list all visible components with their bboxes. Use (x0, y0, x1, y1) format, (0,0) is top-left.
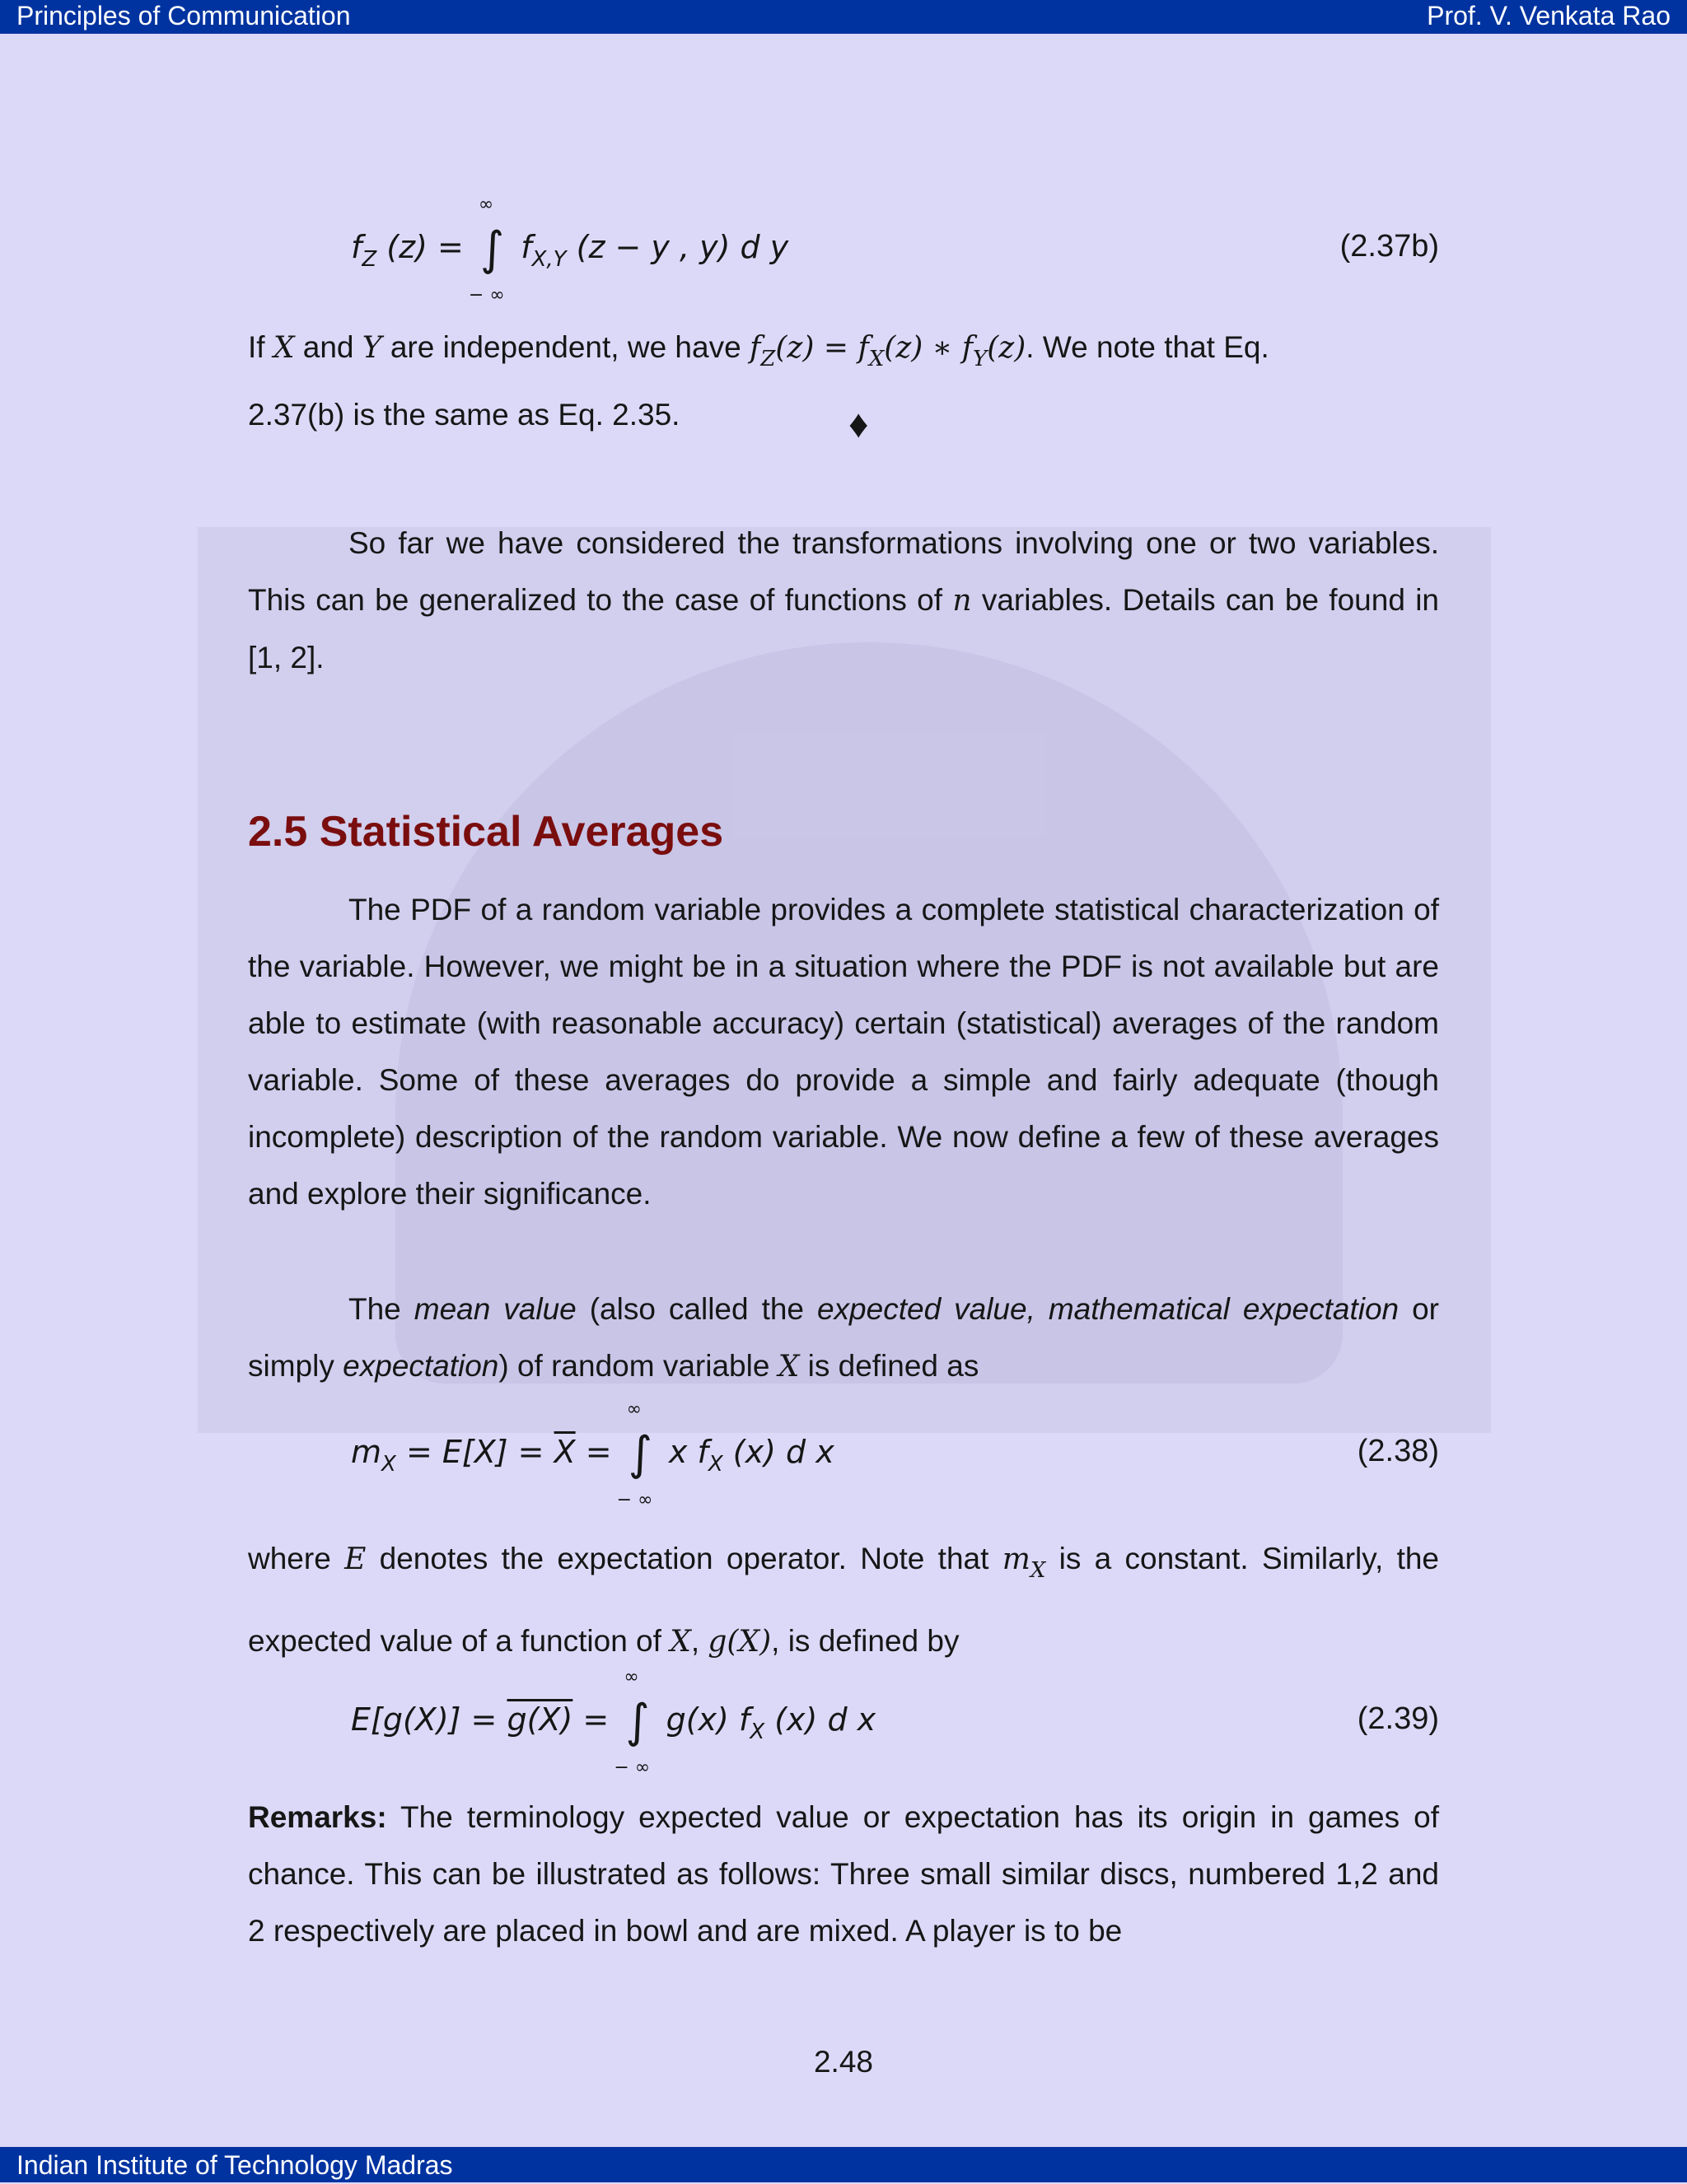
footer-bar (0, 2147, 1687, 2182)
remarks-label: Remarks: (248, 1800, 387, 1834)
integral-sign: ∫ ∞ − ∞ (614, 1667, 651, 1778)
paragraph-remarks: Remarks: The terminology expected value or expectation has its origin in games of chance. This can be illustrated as follows: Three small similar discs, numbered 1,2 and 2 respectively are placed in bowl and are mixed. A player is to be (248, 1800, 1439, 1948)
header-title: Principles of Communication (16, 1, 351, 30)
integral-sign: ∫ ∞ − ∞ (616, 1399, 653, 1510)
end-of-example-icon: ♦ (848, 403, 869, 446)
equation-2-38: $m_X = E[X] = \overline{X}$ = ∫ ∞ − ∞ x $f_X$ (x) d x (351, 1399, 834, 1510)
equation-number: (2.39) (1357, 1701, 1439, 1736)
header-author: Prof. V. Venkata Rao (1427, 1, 1671, 30)
header-bar (0, 0, 1687, 34)
equation-2-37b: $f_Z$ (z) = ∫ ∞ − ∞ $f_{X,Y}$ (z − y , y) d y (351, 194, 789, 306)
equation-2-39: E[g(X)] = g(X) = ∫ ∞ − ∞ g(x) $f_X$ (x) d x (351, 1667, 876, 1778)
equation-number: (2.37b) (1339, 229, 1439, 264)
section-heading: 2.5 Statistical Averages (248, 808, 724, 856)
paragraph-pdf: The PDF of a random variable provides a complete statistical characterization of the variable. However, we might be in a situation where the PDF is not available but are able to estimate (with reasonable accuracy) certain (statistical) averages of the random variable. Some of these averages do provide a simple and fairly adequate (though incomplete) description of the random variable. We now define a few of these averages and explore their significance. (248, 893, 1439, 1211)
paragraph-independence: If X and Y are independent, we have $f_Z(z) = f_X(z)$ ∗ $f_Y(z)$. We note that Eq. 2.37(b) is the same as Eq. 2.35. (248, 330, 1269, 432)
paragraph-mean-value: The mean value (also called the expected value, mathematical expectation or simply expectation) of random variable X is defined as (248, 1292, 1439, 1384)
paragraph-generalization: So far we have considered the transformations involving one or two variables. This can be generalized to the case of functions of n variables. Details can be found in [1, 2]. (248, 526, 1440, 674)
paragraph-expectation-operator: where E denotes the expectation operator. Note that $m_X$ is a constant. Similarly, the expected value of a function of X, g(X), is defined by (248, 1542, 1440, 1659)
equation-number: (2.38) (1357, 1434, 1439, 1468)
footer-institution: Indian Institute of Technology Madras (16, 2150, 453, 2180)
integral-sign: ∫ ∞ − ∞ (468, 194, 505, 306)
page-number: 2.48 (813, 2045, 873, 2079)
